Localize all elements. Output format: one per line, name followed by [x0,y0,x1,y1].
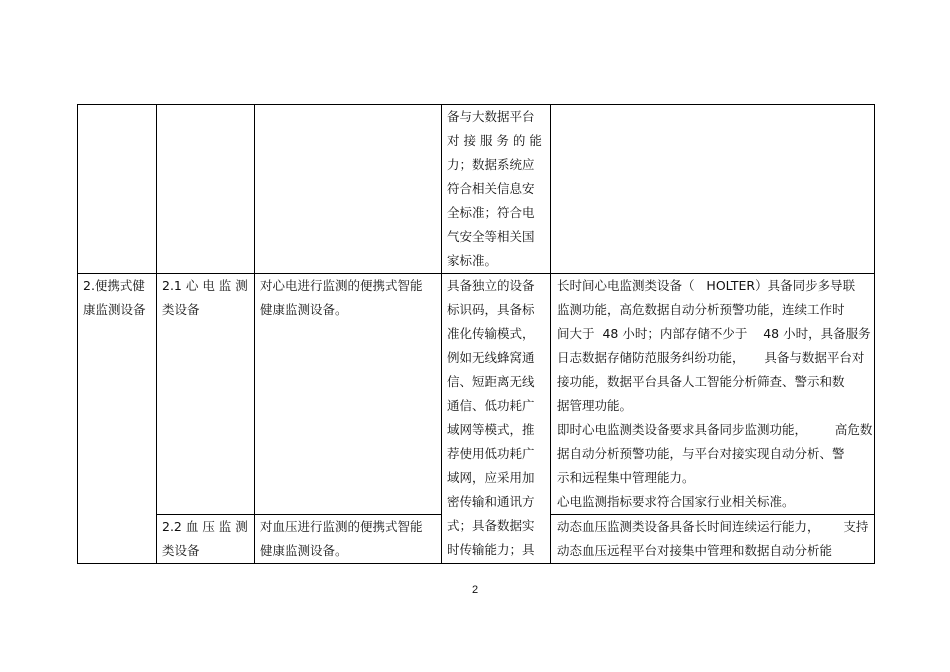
requirement-line: 接功能，数据平台具备人工智能分析筛查、警示和数 [557,374,845,389]
requirement-line: 长时间心电监测类设备（ HOLTER）具备同步多导联 [557,278,856,293]
requirement-line: 日志数据存储防范服务纠纷功能， 具备与数据平台对 [557,350,865,365]
requirement-line: 据管理功能。 [557,398,633,413]
spec-table [77,104,875,564]
requirements-cell-ecg [551,274,875,515]
requirements-list [551,515,874,563]
table-cell [255,105,442,274]
table-cell [551,105,875,274]
subcategory-name-bp: 2.2 血 压 监 测 类设备 [157,515,255,564]
requirement-line: 心电监测指标要求符合国家行业相关标准。 [557,494,795,509]
tech-requirements-cell: 具备独立的设备 标识码，具备标 准化传输模式， 例如无线蜂窝通 信、短距离无线 通信、低功耗广 域网等模式，推 荐使用低功耗广 域网，应采用加 密传输和通讯方 式；具备数据实 时传输能力；具 [442,274,551,564]
requirement-line: 据自动分析预警功能，与平台对接实现自动分析、警 [557,446,845,461]
subcategory-description-ecg: 对心电进行监测的便携式智能 健康监测设备。 [255,274,442,515]
table-row [78,105,875,274]
category-cell: 2.便携式健 康监测设备 [78,274,157,564]
table-row [78,274,875,515]
requirements-list [551,274,874,514]
requirements-cell-bp [551,515,875,564]
page-number: 2 [471,584,479,596]
table-cell [78,105,157,274]
requirement-line: 即时心电监测类设备要求具备同步监测功能， 高危数 [557,422,873,437]
subcategory-description-bp: 对血压进行监测的便携式智能 健康监测设备。 [255,515,442,564]
requirement-line: 动态血压监测类设备具备长时间连续运行能力， 支持 [557,519,869,534]
table-cell-tech-continued: 备与大数据平台 对 接 服 务 的 能 力；数据系统应 符合相关信息安 全标准；符合电 气安全等相关国 家标准。 [442,105,551,274]
requirement-line: 监测功能，高危数据自动分析预警功能，连续工作时 [557,302,845,317]
requirement-line: 间大于 48 小时；内部存储不少于 48 小时，具备服务 [557,326,871,341]
requirement-line: 示和远程集中管理能力。 [557,470,695,485]
requirement-line: 动态血压远程平台对接集中管理和数据自动分析能 [557,543,833,558]
subcategory-name-ecg: 2.1 心 电 监 测 类设备 [157,274,255,515]
table-cell [157,105,255,274]
